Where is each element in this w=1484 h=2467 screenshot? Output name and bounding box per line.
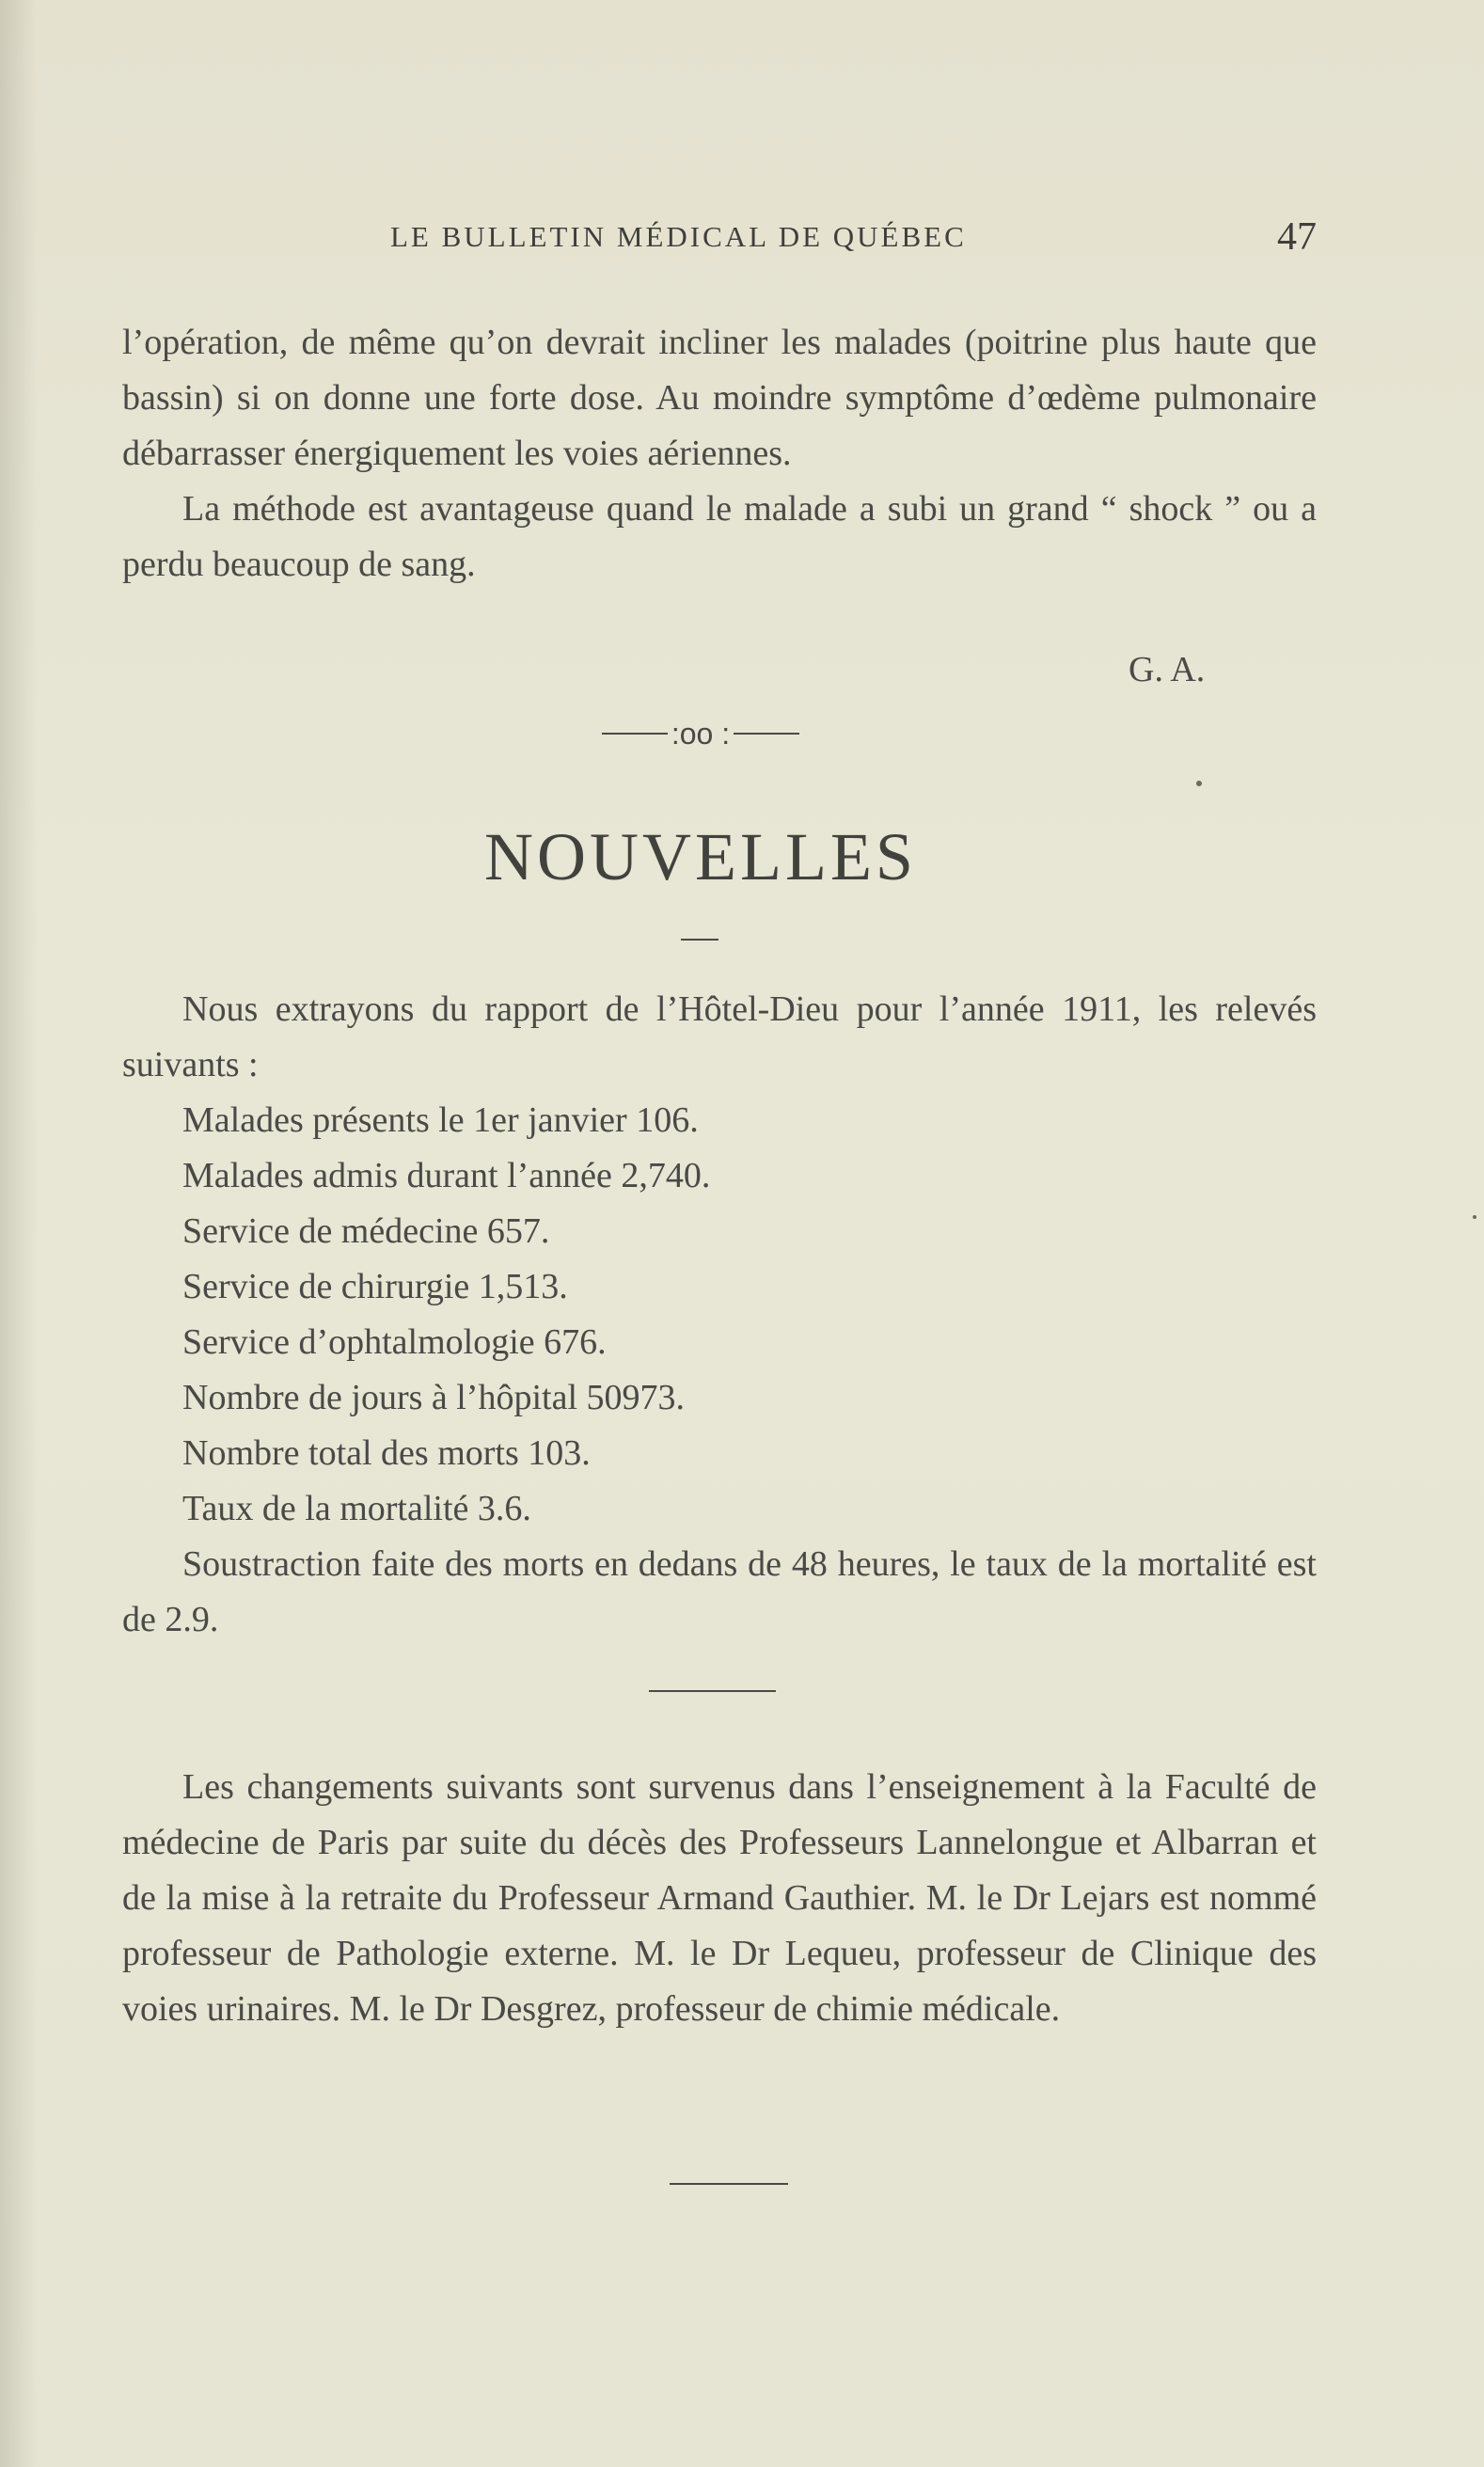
paragraph: La méthode est avantageuse quand le malade a subi un grand “ shock ” ou a perdu beaucoup de sang. (122, 489, 1317, 584)
list-item: Nombre de jours à l’hôpital 50973. (182, 1378, 686, 1417)
list-item: Malades présents le 1er janvier 106. (182, 1100, 699, 1140)
list-item: Service de chirurgie 1,513. (182, 1267, 568, 1306)
news-item-faculte-paris (122, 1760, 1317, 2037)
paragraph: Soustraction faite des morts en dedans de 48 heures, le taux de la mortalité est de 2.9. (122, 1544, 1317, 1639)
author-signature: G. A. (1129, 650, 1206, 689)
separator-rule (649, 1690, 776, 1692)
paper-speck (1473, 1215, 1476, 1219)
news-item-hotel-dieu (122, 982, 1317, 1648)
title-underline (681, 939, 718, 941)
section-divider-ornament (578, 715, 823, 752)
running-title: LE BULLETIN MÉDICAL DE QUÉBEC (390, 220, 967, 253)
page-edge-shadow (0, 0, 38, 2467)
list-item: Nombre total des morts 103. (182, 1433, 591, 1473)
paper-speck (1196, 781, 1202, 786)
ornament-text: :oo : (671, 716, 731, 751)
separator-rule (670, 2183, 788, 2185)
paragraph: Les changements suivants sont survenus dans l’enseignement à la Faculté de médecine de Paris par suite du décès des Professeurs Lannelongue et Albarran et de la mise à la retraite du Professeur Armand Gauthier. M. le Dr Lejars est nommé professeur de Pathologie externe. M. le Dr Lequeu, professeur de Clinique des voies urinaires. M. le Dr Desgrez, professeur de chimie médicale. (122, 1767, 1317, 2029)
paragraph: Nous extrayons du rapport de l’Hôtel-Dieu pour l’année 1911, les relevés suivants : (122, 989, 1317, 1084)
list-item: Malades admis durant l’année 2,740. (182, 1156, 711, 1195)
list-item: Service de médecine 657. (182, 1211, 550, 1251)
page-number: 47 (1277, 215, 1317, 259)
ornament-line (602, 733, 668, 735)
paragraph: l’opération, de même qu’on devrait incliner les malades (poitrine plus haute que bassin) si on donne une forte dose. Au moindre symptôme d’œdème pulmonaire débarrasser énergiquement les voies aériennes. (122, 323, 1317, 473)
ornament-line (734, 733, 799, 735)
list-item: Service d’ophtalmologie 676. (182, 1322, 607, 1362)
previous-article-end (122, 315, 1317, 593)
section-title: NOUVELLES (484, 819, 917, 894)
list-item: Taux de la mortalité 3.6. (182, 1489, 531, 1528)
page-header (122, 214, 1317, 267)
